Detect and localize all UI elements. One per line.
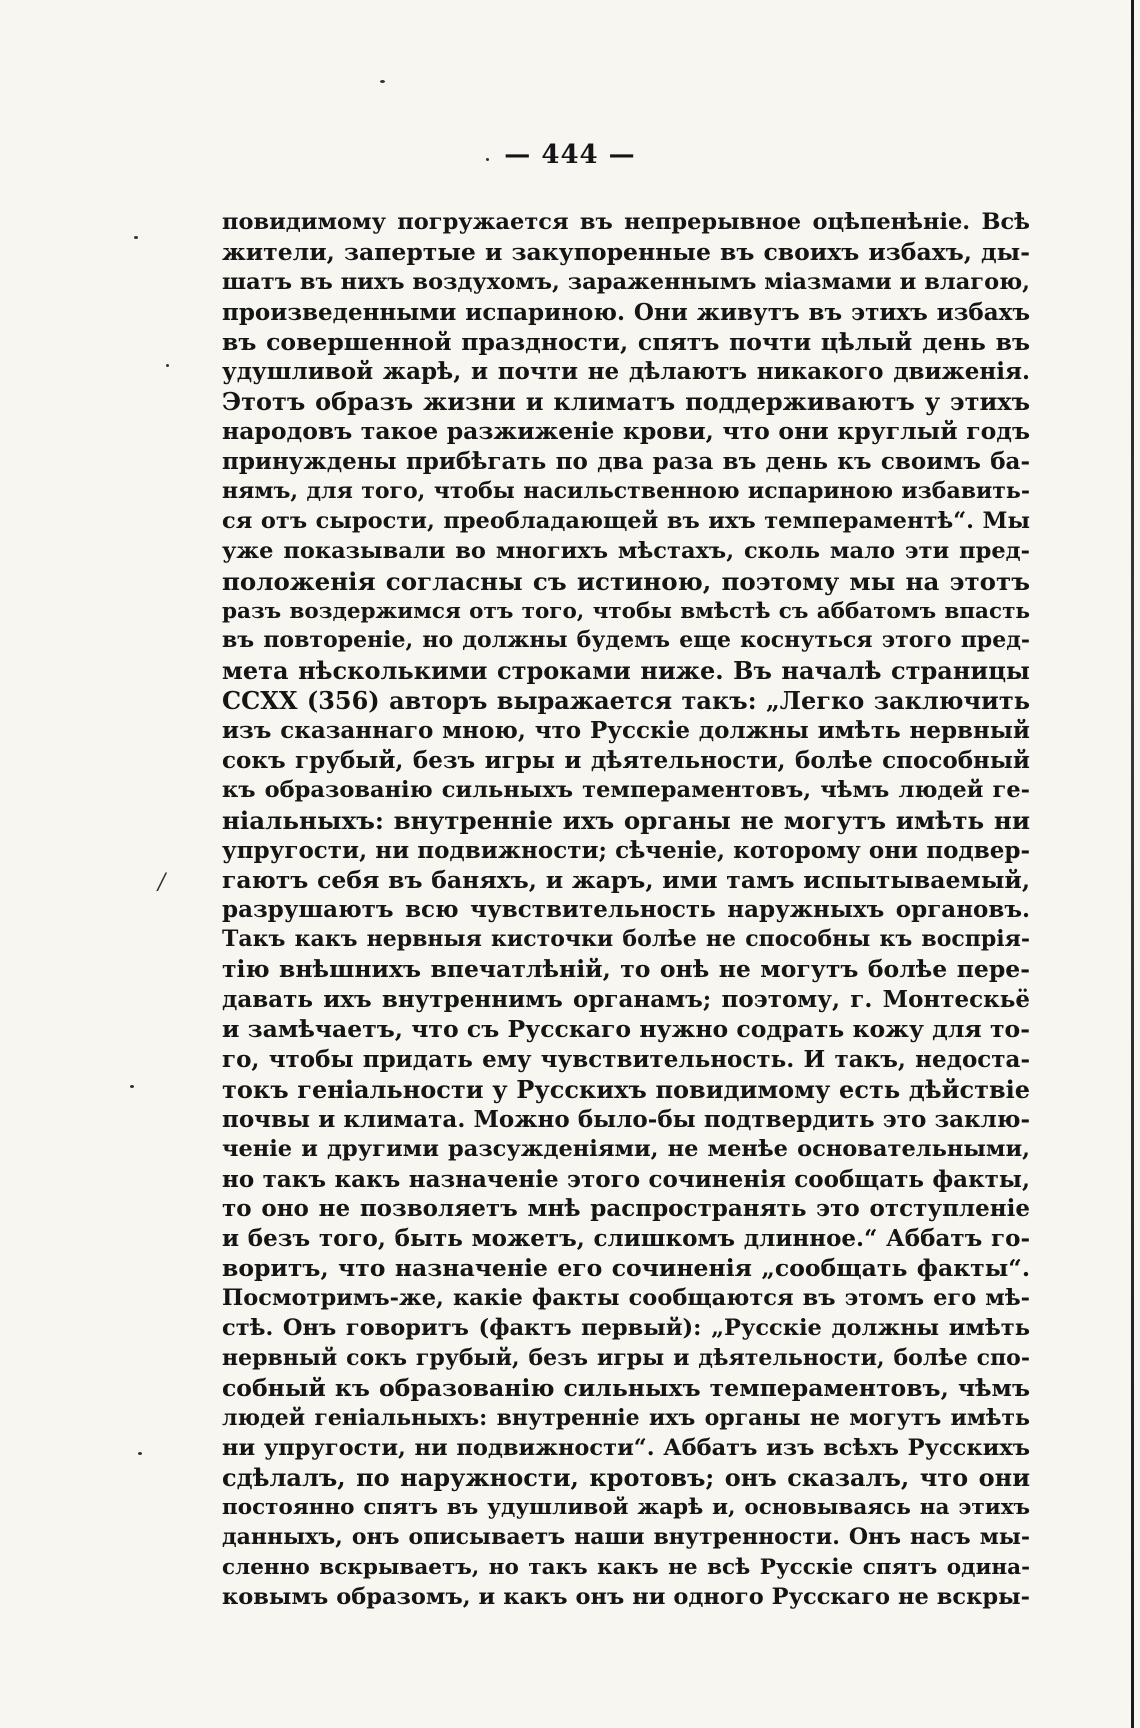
text-line: Посмотримъ-же, какіе факты сообщаются въ этомъ его мѣ- — [222, 1285, 1030, 1312]
text-line: токъ геніальности у Русскихъ повидимому есть дѣйствіе — [222, 1074, 1030, 1104]
text-line: ченіе и другими разсужденіями, не менѣе основательными, — [222, 1135, 1030, 1162]
scan-speck — [134, 236, 138, 239]
text-line: положенія согласны съ истиною, поэтому мы на этотъ — [222, 566, 1030, 596]
text-line: нервный сокъ грубый, безъ игры и дѣятельности, болѣе спо- — [222, 1344, 1030, 1371]
body-text — [222, 208, 1030, 1613]
text-line: собный къ образованію сильныхъ темпераментовъ, чѣмъ — [222, 1373, 1030, 1402]
text-line: въ повтореніе, но должны будемъ еще коснуться этого пред- — [222, 627, 1030, 654]
text-line: разъ воздержимся отъ того, чтобы вмѣстѣ съ аббатомъ впасть — [222, 598, 1030, 624]
text-line: сленно вскрываетъ, но такъ какъ не всѣ Русскіе спятъ одина- — [222, 1555, 1030, 1581]
text-line: и замѣчаетъ, что съ Русскаго нужно содрать кожу для то- — [222, 1015, 1030, 1044]
text-line: и безъ того, быть можетъ, слишкомъ длинное.“ Аббатъ го- — [222, 1225, 1030, 1253]
margin-mark: / — [158, 870, 166, 895]
text-line: удушливой жарѣ, и почти не дѣлаютъ никакого движенія. — [222, 358, 1030, 386]
text-line: сокъ грубый, безъ игры и дѣятельности, болѣе способный — [222, 747, 1030, 775]
text-line: сдѣлалъ, по наружности, кротовъ; онъ сказалъ, что они — [222, 1463, 1030, 1493]
text-line: данныхъ, онъ описываетъ наши внутренности. Онъ насъ мы- — [222, 1524, 1030, 1551]
text-line: гаютъ себя въ баняхъ, и жаръ, ими тамъ испытываемый, — [222, 865, 1030, 894]
text-line: почвы и климата. Можно было-бы подтвердить это заклю- — [222, 1105, 1030, 1133]
scan-speck — [138, 1452, 142, 1455]
scan-speck — [486, 158, 489, 161]
text-line: изъ сказаннаго мною, что Русскіе должны имѣть нервный — [222, 717, 1030, 745]
text-line: го, чтобы придать ему чувствительность. И такъ, недоста- — [222, 1045, 1030, 1073]
text-line: жители, запертые и закупоренные въ своихъ избахъ, ды- — [222, 237, 1030, 266]
text-line: давать ихъ внутреннимъ органамъ; поэтому, г. Монтескьё — [222, 986, 1030, 1014]
page-edge-shadow — [1131, 0, 1134, 1728]
text-line: людей геніальныхъ: внутренніе ихъ органы не могутъ имѣть — [222, 1404, 1030, 1431]
text-line: въ совершенной праздности, спятъ почти цѣлый день въ — [222, 327, 1030, 356]
text-line: упругости, ни подвижности; сѣченіе, которому они подвер- — [222, 836, 1030, 864]
text-line: то оно не позволяетъ мнѣ распространять это отступленіе — [222, 1195, 1030, 1223]
text-line: повидимому погружается въ непрерывное оцѣпенѣніе. Всѣ — [222, 209, 1030, 235]
text-line: ковымъ образомъ, и какъ онъ ни одного Русскаго не вскры- — [222, 1583, 1030, 1610]
text-line: ни упругости, ни подвижности“. Аббатъ изъ всѣхъ Русскихъ — [222, 1434, 1030, 1461]
text-line: уже показывали во многихъ мѣстахъ, сколь мало эти пред- — [222, 537, 1030, 564]
scan-speck — [130, 1085, 134, 1088]
text-line: постоянно спятъ въ удушливой жарѣ и, основываясь на этихъ — [222, 1495, 1030, 1521]
text-line: Этотъ образъ жизни и климатъ поддерживаютъ у этихъ — [222, 387, 1030, 417]
text-line: ся отъ сырости, преобладающей въ ихъ темпераментѣ“. Мы — [222, 507, 1030, 534]
text-line: тію внѣшнихъ впечатлѣній, то онѣ не могутъ болѣе пере- — [222, 955, 1030, 984]
text-line: къ образованію сильныхъ темпераментовъ, чѣмъ людей ге- — [222, 776, 1030, 803]
text-line: мета нѣсколькими строками ниже. Въ началѣ страницы — [222, 656, 1030, 686]
text-line: ніальныхъ: внутренніе ихъ органы не могутъ имѣть ни — [222, 805, 1030, 835]
text-line: воритъ, что назначеніе его сочиненія „сообщать факты“. — [222, 1254, 1030, 1283]
page-number: — 444 — — [504, 140, 636, 170]
text-line: CCXX (356) авторъ выражается такъ: „Легко заключить — [222, 686, 1030, 716]
scan-speck — [166, 364, 169, 367]
text-line: но такъ какъ назначеніе этого сочиненія сообщать факты, — [222, 1165, 1030, 1193]
text-line: принуждены прибѣгать по два раза въ день къ своимъ ба- — [222, 448, 1030, 476]
text-line: произведенными испариною. Они живутъ въ этихъ избахъ — [222, 298, 1030, 326]
text-line: Такъ какъ нервныя кисточки болѣе не способны къ воспрія- — [222, 926, 1030, 953]
text-line: народовъ такое разжиженіе крови, что они круглый годъ — [222, 417, 1030, 446]
text-line: шатъ въ нихъ воздухомъ, зараженнымъ міазмами и влагою, — [222, 268, 1030, 295]
text-line: стѣ. Онъ говоритъ (фактъ первый): „Русскіе должны имѣть — [222, 1314, 1030, 1341]
scan-speck — [380, 80, 385, 83]
text-line: нямъ, для того, чтобы насильственною испариною избавить- — [222, 478, 1030, 505]
text-line: разрушаютъ всю чувствительность наружныхъ органовъ. — [222, 896, 1030, 924]
